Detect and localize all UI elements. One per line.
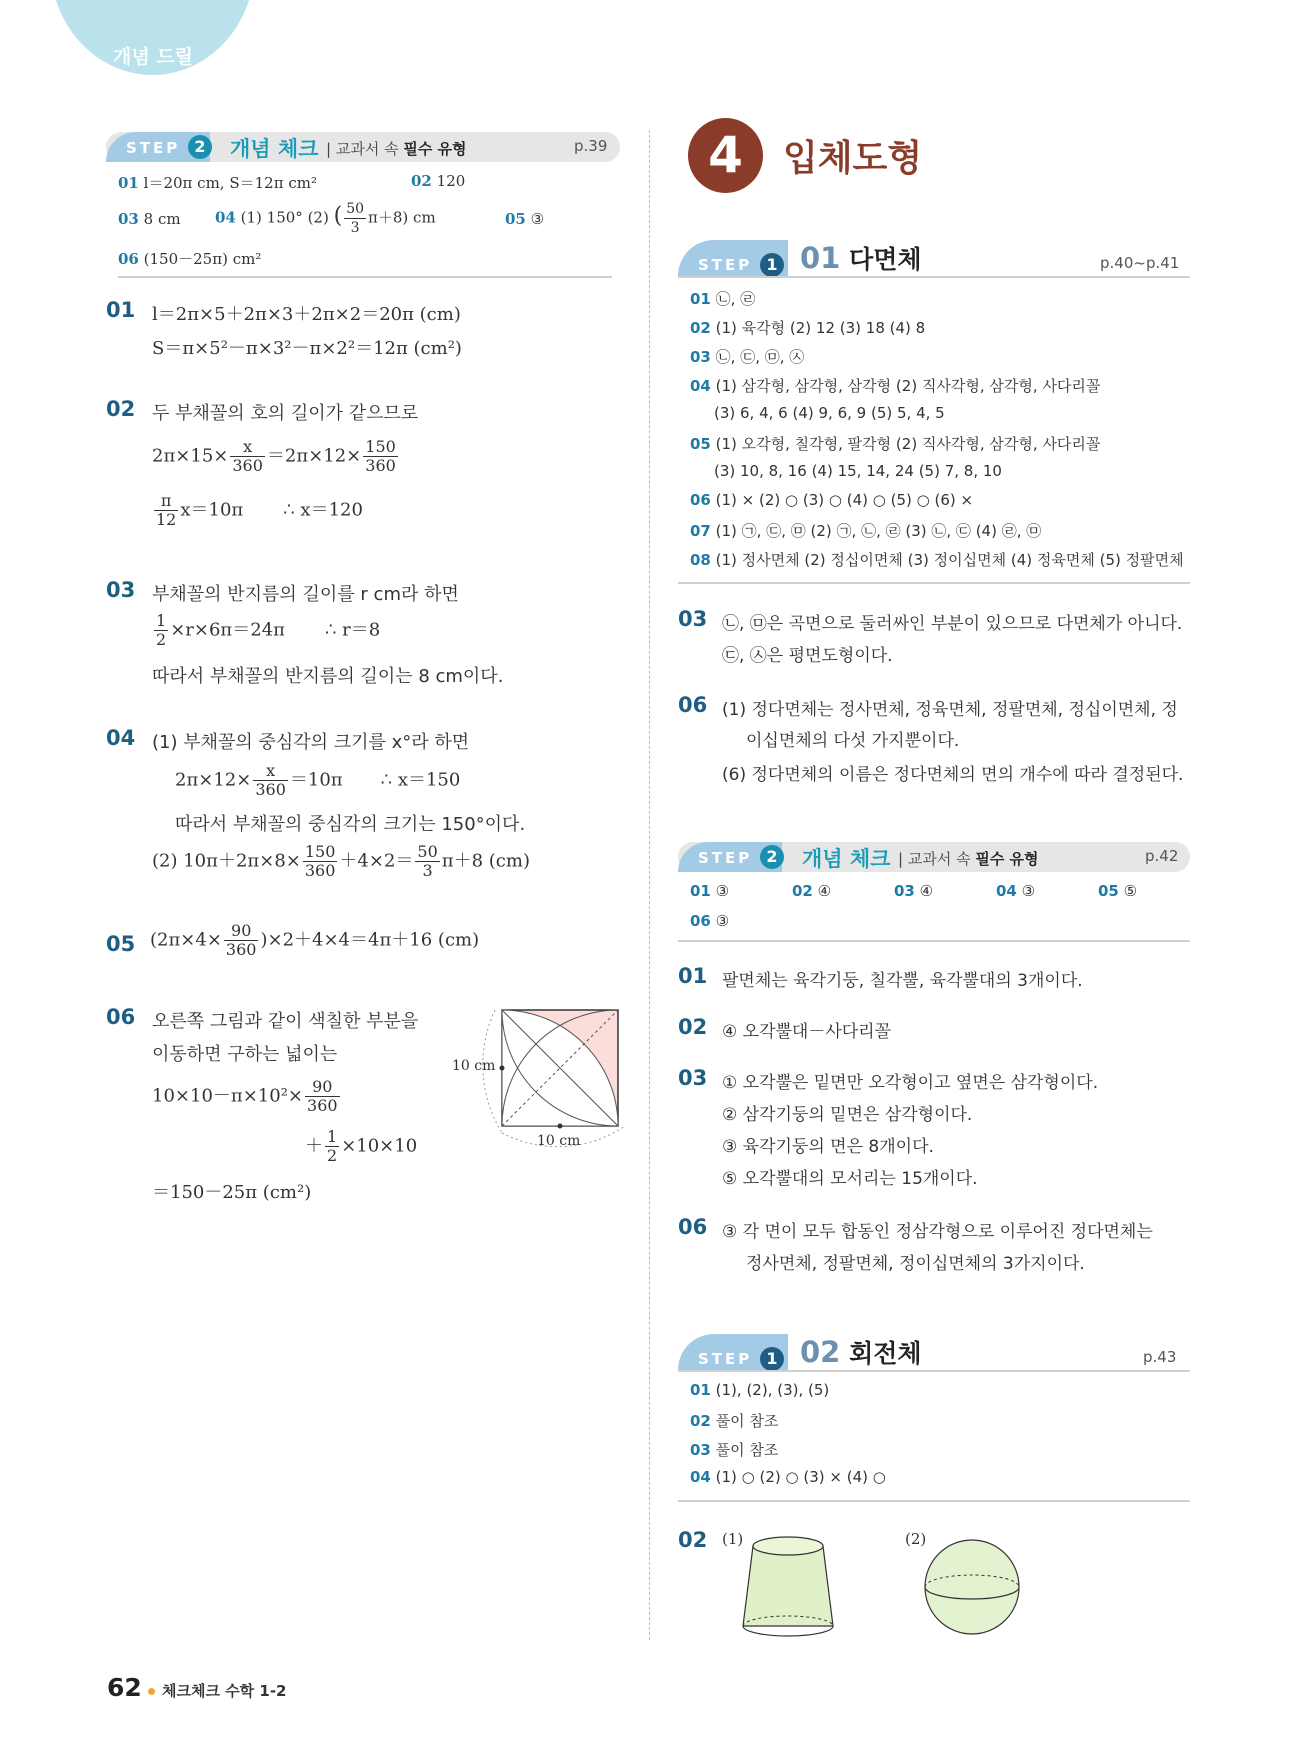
step-number: 1 [760, 253, 784, 277]
truncated-cone-figure [735, 1532, 840, 1642]
step-label: STEP [698, 256, 753, 274]
solution-number: 06 [678, 693, 708, 717]
section-subtitle: | 교과서 속 필수 유형 [898, 850, 1039, 868]
answer-row: 04 (1) 삼각형, 삼각형, 삼각형 (2) 직사각형, 삼각형, 사다리꼴 [690, 377, 1101, 395]
step-label: STEP [126, 139, 181, 157]
page-reference: p.43 [1143, 1348, 1177, 1366]
page-reference: p.40~p.41 [1100, 254, 1180, 272]
answer-row: 03 ㉡, ㉢, ㉤, ㉦ [690, 348, 805, 366]
solution-line: (1) 정다면체는 정사면체, 정육면체, 정팔면체, 정십이면체, 정 [722, 700, 1178, 720]
solution-line: ㉡, ㉤은 곡면으로 둘러싸인 부분이 있으므로 다면체가 아니다. [722, 614, 1183, 634]
answer-row: 01 ㉡, ㉣ [690, 290, 756, 308]
answer-row: 02 풀이 참조 [690, 1412, 779, 1430]
solution-line: 팔면체는 육각기둥, 칠각뿔, 육각뿔대의 3개이다. [722, 971, 1083, 991]
answer-row: 01 (1), (2), (3), (5) [690, 1381, 830, 1399]
figure-label-2: (2) [905, 1530, 927, 1548]
solution-line: 따라서 부채꼴의 반지름의 길이는 8 cm이다. [152, 666, 504, 687]
page-number: 62 [107, 1673, 142, 1702]
answer-05: 05 ⑤ [1098, 882, 1138, 900]
solution-line: ② 삼각기둥의 밑면은 삼각형이다. [722, 1105, 973, 1125]
figure-label-bottom: 10 cm [537, 1133, 581, 1149]
chapter-title: 입체도형 [783, 138, 923, 179]
solution-number: 02 [106, 397, 136, 421]
solution-line: 정사면체, 정팔면체, 정이십면체의 3가지이다. [746, 1254, 1085, 1274]
solution-number: 05 [106, 932, 136, 956]
chapter-number: 4 [688, 118, 763, 193]
solution-line: (6) 정다면체의 이름은 정다면체의 면의 개수에 따라 결정된다. [722, 765, 1184, 785]
section-subtitle: | 교과서 속 필수 유형 [326, 140, 467, 158]
answer-02: 02 ④ [792, 882, 832, 900]
answer-04: 04 ③ [996, 882, 1036, 900]
solution-line: $\frac{1}{2}$ ×r×6π＝24π ∴ r＝8 [156, 611, 381, 649]
solution-line: (1) 부채꼴의 중심각의 크기를 x°라 하면 [152, 732, 470, 753]
answer-box-bottom [678, 940, 1190, 942]
answer-list [690, 288, 1184, 578]
footer-dot [148, 1688, 155, 1695]
solution-number: 02 [678, 1528, 708, 1552]
answer-row: (3) 6, 4, 6 (4) 9, 6, 9 (5) 5, 4, 5 [714, 404, 945, 422]
answer-row: 02 (1) 육각형 (2) 12 (3) 18 (4) 8 [690, 319, 926, 337]
answer-row: 04 (1) ○ (2) ○ (3) × (4) ○ [690, 1468, 886, 1486]
solution-line: ④ 오각뿔대－사다리꼴 [722, 1022, 892, 1042]
sphere-figure [920, 1535, 1025, 1640]
step-number: 2 [188, 135, 212, 159]
section-title: 개념 체크 [230, 137, 319, 161]
answer-row: 07 (1) ㉠, ㉢, ㉤ (2) ㉠, ㉡, ㉣ (3) ㉡, ㉢ (4) ㉣, ㉤ [690, 522, 1042, 540]
solution-number: 01 [106, 298, 136, 322]
solution-line: ⑤ 오각뿔대의 모서리는 15개이다. [722, 1169, 978, 1189]
section-title: 개념 체크 [802, 847, 891, 871]
answer-01: 01 ③ [690, 882, 730, 900]
solution-number: 03 [106, 578, 136, 602]
answer-06: 06 (150－25π) cm² [118, 250, 262, 268]
answer-row: 05 (1) 오각형, 칠각형, 팔각형 (2) 직사각형, 삼각형, 사다리꼴 [690, 435, 1101, 453]
section-title: 02 회전체 [800, 1335, 922, 1369]
answer-row: 03 풀이 참조 [690, 1441, 779, 1459]
figure-label-side: 10 cm [452, 1058, 496, 1074]
solution-number: 06 [106, 1005, 136, 1029]
solution-number: 03 [678, 607, 708, 631]
answer-02: 02 120 [411, 172, 466, 190]
answer-row: 06 (1) × (2) ○ (3) ○ (4) ○ (5) ○ (6) × [690, 491, 974, 509]
solution-line: 2π×15× $\frac{x}{360}$ ＝2π×12× $\frac{150}{360}$ [152, 437, 396, 475]
corner-label: 개념 드릴 [113, 46, 194, 68]
figure-label-1: (1) [722, 1530, 744, 1548]
solution-line: (2π×4× $\frac{90}{360}$ )×2＋4×4＝4π＋16 (cm) [150, 921, 480, 959]
section-title: 01 다면체 [800, 241, 922, 275]
solution-line: ＝150－25π (cm²) [152, 1182, 312, 1203]
solution-line: 이십면체의 다섯 가지뿐이다. [746, 731, 960, 751]
solution-line: 두 부채꼴의 호의 길이가 같으므로 [152, 403, 419, 424]
solution-number: 02 [678, 1015, 708, 1039]
solution-line: 10×10－π×10²× $\frac{90}{360}$ [152, 1077, 338, 1115]
solution-line: ① 오각뿔은 밑면만 오각형이고 옆면은 삼각형이다. [722, 1073, 1099, 1093]
solution-line: 따라서 부채꼴의 중심각의 크기는 150°이다. [175, 814, 526, 835]
answer-box-bottom [678, 582, 1190, 584]
solution-number: 04 [106, 726, 136, 750]
answer-row: 08 (1) 정사면체 (2) 정십이면체 (3) 정이십면체 (4) 정육면체 (5) 정팔면체 [690, 551, 1184, 569]
step-number: 1 [760, 1347, 784, 1371]
solution-line: $\frac{\pi}{12}$ x＝10π ∴ x＝120 [156, 491, 363, 529]
solution-line: ③ 각 면이 모두 합동인 정삼각형으로 이루어진 정다면체는 [722, 1222, 1153, 1242]
solution-line: 오른쪽 그림과 같이 색칠한 부분을 [152, 1011, 419, 1032]
page-reference: p.42 [1145, 847, 1179, 865]
solution-line: ③ 육각기둥의 면은 8개이다. [722, 1137, 934, 1157]
solution-line: S＝π×5²－π×3²－π×2²＝12π (cm²) [152, 338, 462, 359]
solution-line: ㉢, ㉦은 평면도형이다. [722, 646, 893, 666]
answer-01: 01 l＝20π cm, S＝12π cm² [118, 174, 317, 192]
answer-05: 05 ③ [505, 210, 545, 228]
solution-line: 이동하면 구하는 넓이는 [152, 1044, 338, 1065]
answer-box-bottom [118, 276, 612, 278]
section-rule [678, 1370, 1190, 1372]
column-divider [649, 130, 650, 1640]
solution-number: 06 [678, 1215, 708, 1239]
answer-06: 06 ③ [690, 912, 730, 930]
step-number: 2 [760, 845, 784, 869]
solution-line: ＋ $\frac{1}{2}$ ×10×10 [305, 1127, 418, 1165]
solution-line: l＝2π×5＋2π×3＋2π×2＝20π (cm) [152, 304, 461, 325]
solution-line: (2) 10π＋2π×8× $\frac{150}{360}$ ＋4×2＝ $\frac{50}{3}$ π＋8 (cm) [152, 842, 530, 880]
page-reference: p.39 [574, 137, 608, 155]
answer-03: 03 8 cm [118, 210, 181, 228]
answer-03: 03 ④ [894, 882, 934, 900]
solution-line: 2π×12× $\frac{x}{360}$ ＝10π ∴ x＝150 [175, 761, 461, 799]
answer-box-bottom [678, 1500, 1190, 1502]
solution-number: 01 [678, 964, 708, 988]
answer-list [690, 1381, 886, 1497]
answer-row: (3) 10, 8, 16 (4) 15, 14, 24 (5) 7, 8, 10 [714, 462, 1002, 480]
section-rule [678, 276, 1190, 278]
solution-number: 03 [678, 1066, 708, 1090]
book-title: 체크체크 수학 1-2 [162, 1682, 287, 1700]
solution-line: 부채꼴의 반지름의 길이를 r cm라 하면 [152, 584, 459, 605]
answer-04: 04 (1) 150° (2) ( $\frac{50}{3}$ π＋8) cm [215, 201, 436, 236]
step-label: STEP [698, 849, 753, 867]
step-label: STEP [698, 1350, 753, 1368]
